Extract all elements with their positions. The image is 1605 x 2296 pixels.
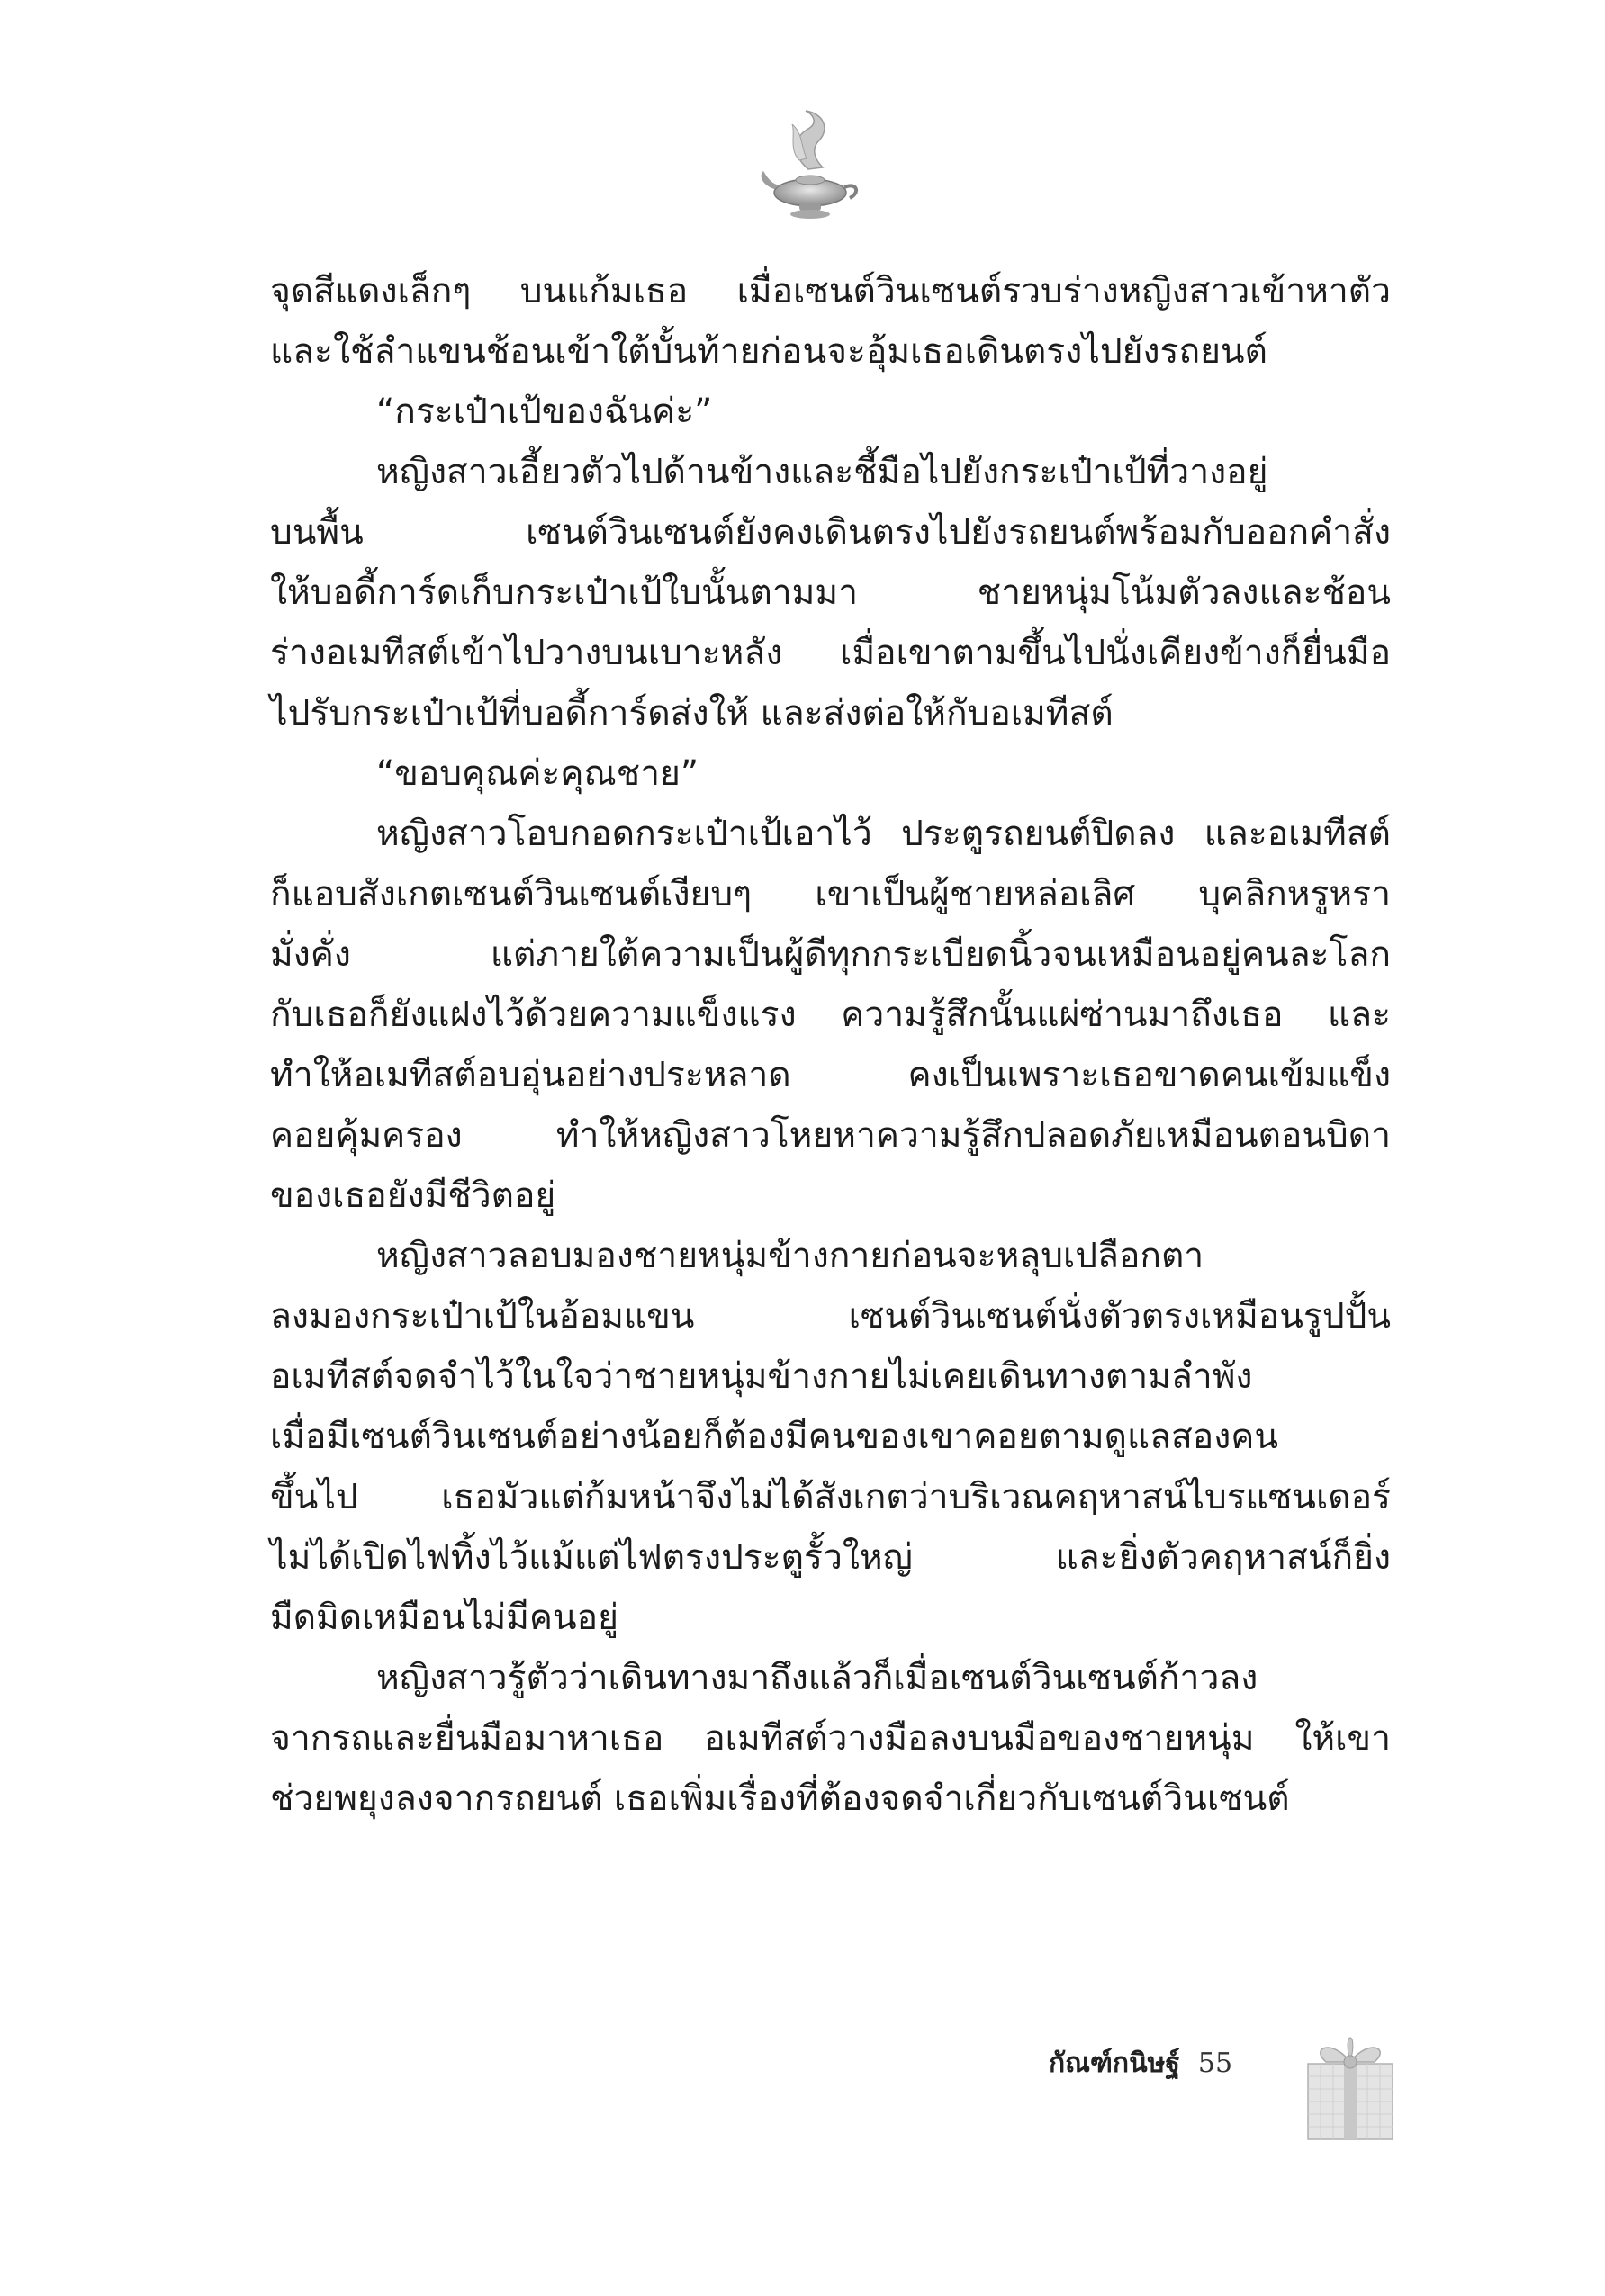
text-line-row bbox=[270, 1045, 1391, 1105]
text-line-row bbox=[270, 1708, 1391, 1769]
text-line-row bbox=[270, 261, 1391, 321]
text-line-row bbox=[270, 563, 1391, 623]
text-line: มืดมิดเหมือนไม่มีคนอยู่ bbox=[270, 1598, 618, 1638]
text-line: บนพื้น เซนต์วินเซนต์ยังคงเดินตรงไปยังรถยนต์พร้อมกับออกคำสั่ง bbox=[270, 512, 1391, 553]
page-footer bbox=[1049, 2036, 1232, 2090]
text-line: ขึ้นไป เธอมัวแต่ก้มหน้าจึงไม่ได้สังเกตว่าบริเวณคฤหาสน์ไบรแซนเดอร์ bbox=[270, 1477, 1391, 1517]
text-line-row bbox=[270, 804, 1391, 864]
text-line: จากรถและยื่นมือมาหาเธอ อเมทีสต์วางมือลงบนมือของชายหนุ่ม ให้เขา bbox=[270, 1718, 1391, 1759]
text-line: หญิงสาวเอี้ยวตัวไปด้านข้างและชี้มือไปยังกระเป๋าเป้ที่วางอยู่ bbox=[376, 452, 1268, 492]
text-line-row bbox=[270, 683, 1391, 743]
text-line-row bbox=[270, 1346, 1391, 1407]
text-line: เมื่อมีเซนต์วินเซนต์อย่างน้อยก็ต้องมีคนของเขาคอยตามดูแลสองคน bbox=[270, 1417, 1279, 1457]
text-line: ลงมองกระเป๋าเป้ในอ้อมแขน เซนต์วินเซนต์นั่งตัวตรงเหมือนรูปปั้น bbox=[270, 1296, 1391, 1337]
genie-lamp-icon bbox=[756, 106, 864, 223]
text-line-row bbox=[270, 1467, 1391, 1527]
text-line: และใช้ลำแขนช้อนเข้าใต้บั้นท้ายก่อนจะอุ้มเธอเดินตรงไปยังรถยนต์ bbox=[270, 331, 1267, 372]
text-line-row bbox=[270, 985, 1391, 1045]
text-line: ไปรับกระเป๋าเป้ที่บอดี้การ์ดส่งให้ และส่งต่อให้กับอเมทีสต์ bbox=[270, 693, 1114, 734]
text-line-row bbox=[270, 1407, 1391, 1467]
text-line-row bbox=[270, 1527, 1391, 1588]
text-line: กับเธอก็ยังแฝงไว้ด้วยความแข็งแรง ความรู้สึกนั้นแผ่ซ่านมาถึงเธอ และ bbox=[270, 995, 1391, 1035]
running-title: กัณฑ์กนิษฐ์ bbox=[1049, 2047, 1180, 2079]
dialogue-line: “กระเป๋าเป้ของฉันค่ะ” bbox=[376, 392, 713, 432]
text-line-row bbox=[270, 1648, 1391, 1708]
text-line: หญิงสาวลอบมองชายหนุ่มข้างกายก่อนจะหลุบเปลือกตา bbox=[376, 1236, 1204, 1276]
text-line: คอยคุ้มครอง ทำให้หญิงสาวโหยหาความรู้สึกปลอดภัยเหมือนตอนบิดา bbox=[270, 1115, 1391, 1156]
text-line: หญิงสาวรู้ตัวว่าเดินทางมาถึงแล้วก็เมื่อเซนต์วินเซนต์ก้าวลง bbox=[376, 1658, 1258, 1698]
text-line-row bbox=[270, 1769, 1391, 1829]
text-line-row bbox=[270, 623, 1391, 683]
text-line: ให้บอดี้การ์ดเก็บกระเป๋าเป้ใบนั้นตามมา ชายหนุ่มโน้มตัวลงและช้อน bbox=[270, 572, 1391, 613]
text-line-row bbox=[270, 442, 1391, 502]
text-line: ร่างอเมทีสต์เข้าไปวางบนเบาะหลัง เมื่อเขาตามขึ้นไปนั่งเคียงข้างก็ยื่นมือ bbox=[270, 633, 1391, 673]
text-line: หญิงสาวโอบกอดกระเป๋าเป้เอาไว้ ประตูรถยนต์ปิดลง และอเมทีสต์ bbox=[376, 814, 1391, 854]
text-line: ทำให้อเมทีสต์อบอุ่นอย่างประหลาด คงเป็นเพราะเธอขาดคนเข้มแข็ง bbox=[270, 1055, 1391, 1095]
gift-box-icon bbox=[1301, 2021, 1400, 2142]
dialogue-line: “ขอบคุณค่ะคุณชาย” bbox=[376, 753, 699, 794]
text-line-row bbox=[270, 382, 1391, 442]
text-line: มั่งคั่ง แต่ภายใต้ความเป็นผู้ดีทุกกระเบียดนิ้วจนเหมือนอยู่คนละโลก bbox=[270, 934, 1391, 975]
text-line-row bbox=[270, 321, 1391, 382]
text-line-row bbox=[270, 1166, 1391, 1226]
text-line-row bbox=[270, 502, 1391, 563]
text-line: ก็แอบสังเกตเซนต์วินเซนต์เงียบๆ เขาเป็นผู้ชายหล่อเลิศ บุคลิกหรูหรา bbox=[270, 874, 1391, 914]
text-line: อเมทีสต์จดจำไว้ในใจว่าชายหนุ่มข้างกายไม่เคยเดินทางตามลำพัง bbox=[270, 1356, 1253, 1397]
text-line-row bbox=[270, 1105, 1391, 1166]
page-body bbox=[270, 261, 1391, 1829]
text-line: ของเธอยังมีชีวิตอยู่ bbox=[270, 1175, 556, 1216]
text-line: จุดสีแดงเล็กๆ บนแก้มเธอ เมื่อเซนต์วินเซนต์รวบร่างหญิงสาวเข้าหาตัว bbox=[270, 271, 1391, 311]
text-line: ไม่ได้เปิดไฟทิ้งไว้แม้แต่ไฟตรงประตูรั้วใหญ่ และยิ่งตัวคฤหาสน์ก็ยิ่ง bbox=[270, 1537, 1391, 1578]
text-line-row bbox=[270, 1226, 1391, 1286]
text-line-row bbox=[270, 743, 1391, 804]
text-line-row bbox=[270, 1588, 1391, 1648]
text-line-row bbox=[270, 924, 1391, 985]
text-line: ช่วยพยุงลงจากรถยนต์ เธอเพิ่มเรื่องที่ต้องจดจำเกี่ยวกับเซนต์วินเซนต์ bbox=[270, 1778, 1290, 1819]
page-number: 55 bbox=[1197, 2047, 1233, 2079]
text-line-row bbox=[270, 1286, 1391, 1346]
text-line-row bbox=[270, 864, 1391, 924]
